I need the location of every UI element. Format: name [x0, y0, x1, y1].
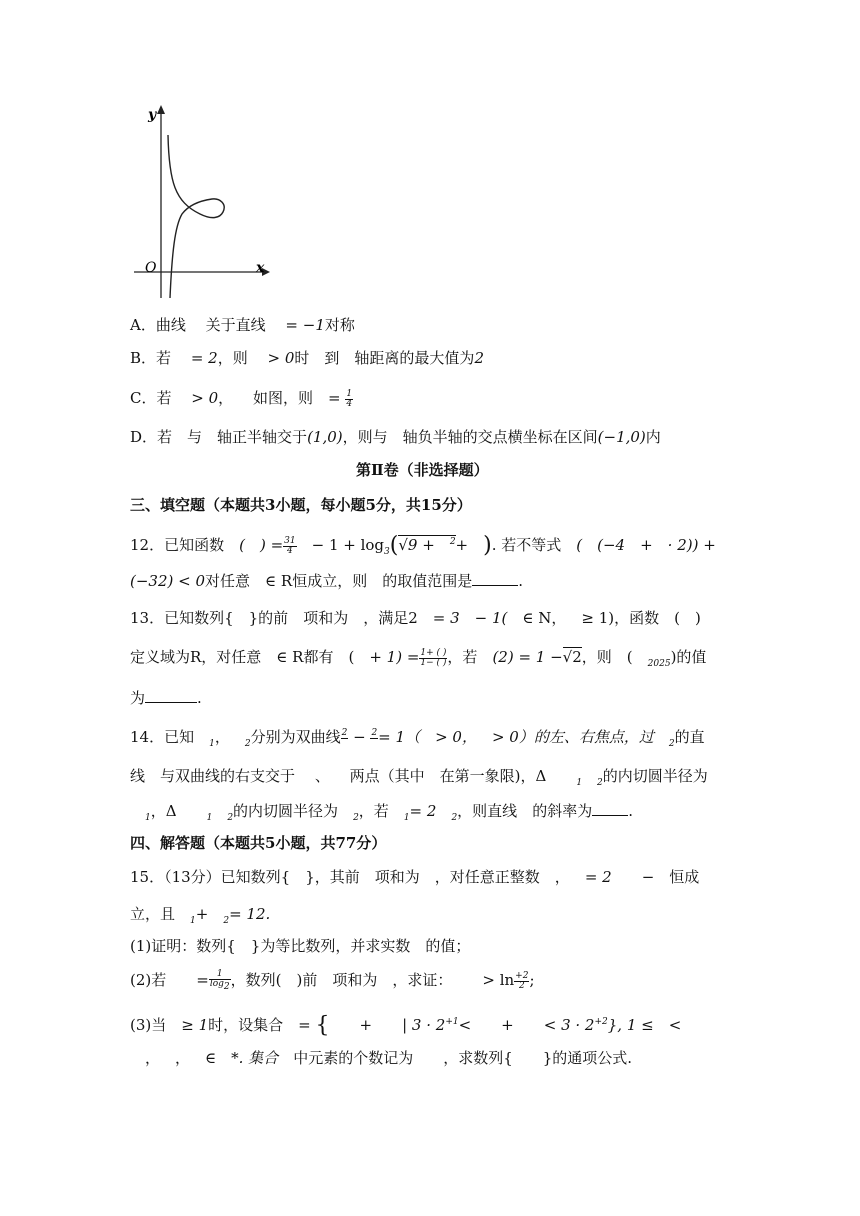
sqrt-expression: √9 + $^2$ [398, 536, 456, 554]
answer-blank-13[interactable] [145, 688, 197, 703]
fraction-one-over-log: $\frac{1}{\log 2}$ [209, 969, 230, 992]
section-2-title: 第Ⅱ卷（非选择题） [356, 461, 489, 479]
question-13-line-1: 13．已知数列{ }的前 项和为 ，满足2 = 3 − 1( ∈ N， ≥ 1)，函数 ( ) [130, 609, 701, 627]
question-12-line-1: 12．已知函数 ( ) = $\frac{31}{4}$ − $1 + \log_3(√9$ + $^2$+ ). 若不等式 ( (−4 + · 2)) + [130, 533, 716, 558]
x-axis-label: x [256, 260, 265, 276]
hyperbola-term-1: 2 [341, 727, 348, 738]
question-15-line-1: 15．（13分）已知数列{ }，其前 项和为 ，对任意正整数 ， = 2 − 恒成 [130, 868, 700, 886]
origin-label: O [145, 260, 157, 276]
option-b: B．若 = 2，则 > 0时 到 轴距离的最大值为2 [130, 349, 484, 367]
curve-path [168, 135, 224, 298]
question-15-part-1: (1)证明：数列{ }为等比数列，并求实数 的值； [130, 937, 471, 955]
question-14-line-3: $_1$，Δ $_1$ $_2$的内切圆半径为 $_2$，若 $_1$= 2 $_2$，则直线 的斜率为 . [145, 802, 633, 823]
question-14-line-1: 14．已知 $_1$， $_2$分别为双曲线 2 − 2 = 1（ > 0， > 0）的左、右焦点，过 $_2$的直 [130, 727, 705, 749]
question-13-line-2: 定义域为R，对任意 ∈ R都有 ( + 1) = $\frac{1+ ( )}{1- ( )}$ ，若 (2) = 1 −√2，则 ( $_{2025}$)的值 [130, 647, 707, 669]
answer-blank-12[interactable] [472, 571, 518, 586]
answer-blank-14[interactable] [592, 801, 628, 816]
fraction-31-4: $\frac{31}{4}$ [284, 535, 296, 556]
option-c: C．若 > 0， 如图，则 = $\frac{1}{4}$ [130, 388, 353, 409]
y-axis-arrow [157, 105, 165, 114]
section-4-title: 四、解答题（本题共5小题，共77分） [130, 834, 387, 852]
section-3-title: 三、填空题（本题共3小题，每小题5分，共15分） [130, 496, 472, 514]
fraction-one-quarter: $\frac{1}{4}$ [346, 388, 353, 409]
y-axis-label: y [148, 107, 157, 123]
question-15-part-3-cont: ， ， ∈ *. 集合 中元素的个数记为 ，求数列{ }的通项公式. [145, 1049, 633, 1067]
question-15-part-2: (2)若 = $\frac{1}{\log 2}$ ，数列( )前 项和为 ，求证： > ln $\frac{+2}{2}$ ; [130, 969, 535, 992]
question-14-line-2: 线 与双曲线的右支交于 、 两点（其中 在第一象限)，Δ $_1$ $_2$的内切圆半径为 [130, 767, 708, 788]
hyperbola-term-2: 2 [371, 727, 378, 738]
question-12-line-2: (−32) < 0对任意 ∈ R恒成立，则 的取值范围是 . [130, 572, 523, 590]
option-d: D．若 与 轴正半轴交于(1,0)，则与 轴负半轴的交点横坐标在区间(−1,0)内 [130, 428, 661, 446]
fraction-recurrence: $\frac{1+ ( )}{1- ( )}$ [420, 647, 447, 668]
option-a: A．曲线 关于直线 = −1对称 [130, 316, 355, 334]
question-15-line-2: 立，且 $_1$+ $_2$= 12. [130, 905, 271, 926]
curve-graph [128, 102, 270, 302]
question-15-part-3: (3)当 ≥ 1时，设集合 = { + | $3 \cdot 2^{+1}<$ + < $3 \cdot 2^{+2}$}, 1 ≤ < [130, 1013, 682, 1038]
fraction-log-arg: $\frac{+2}{2}$ [515, 970, 529, 991]
question-13-line-3: 为 . [130, 689, 202, 707]
